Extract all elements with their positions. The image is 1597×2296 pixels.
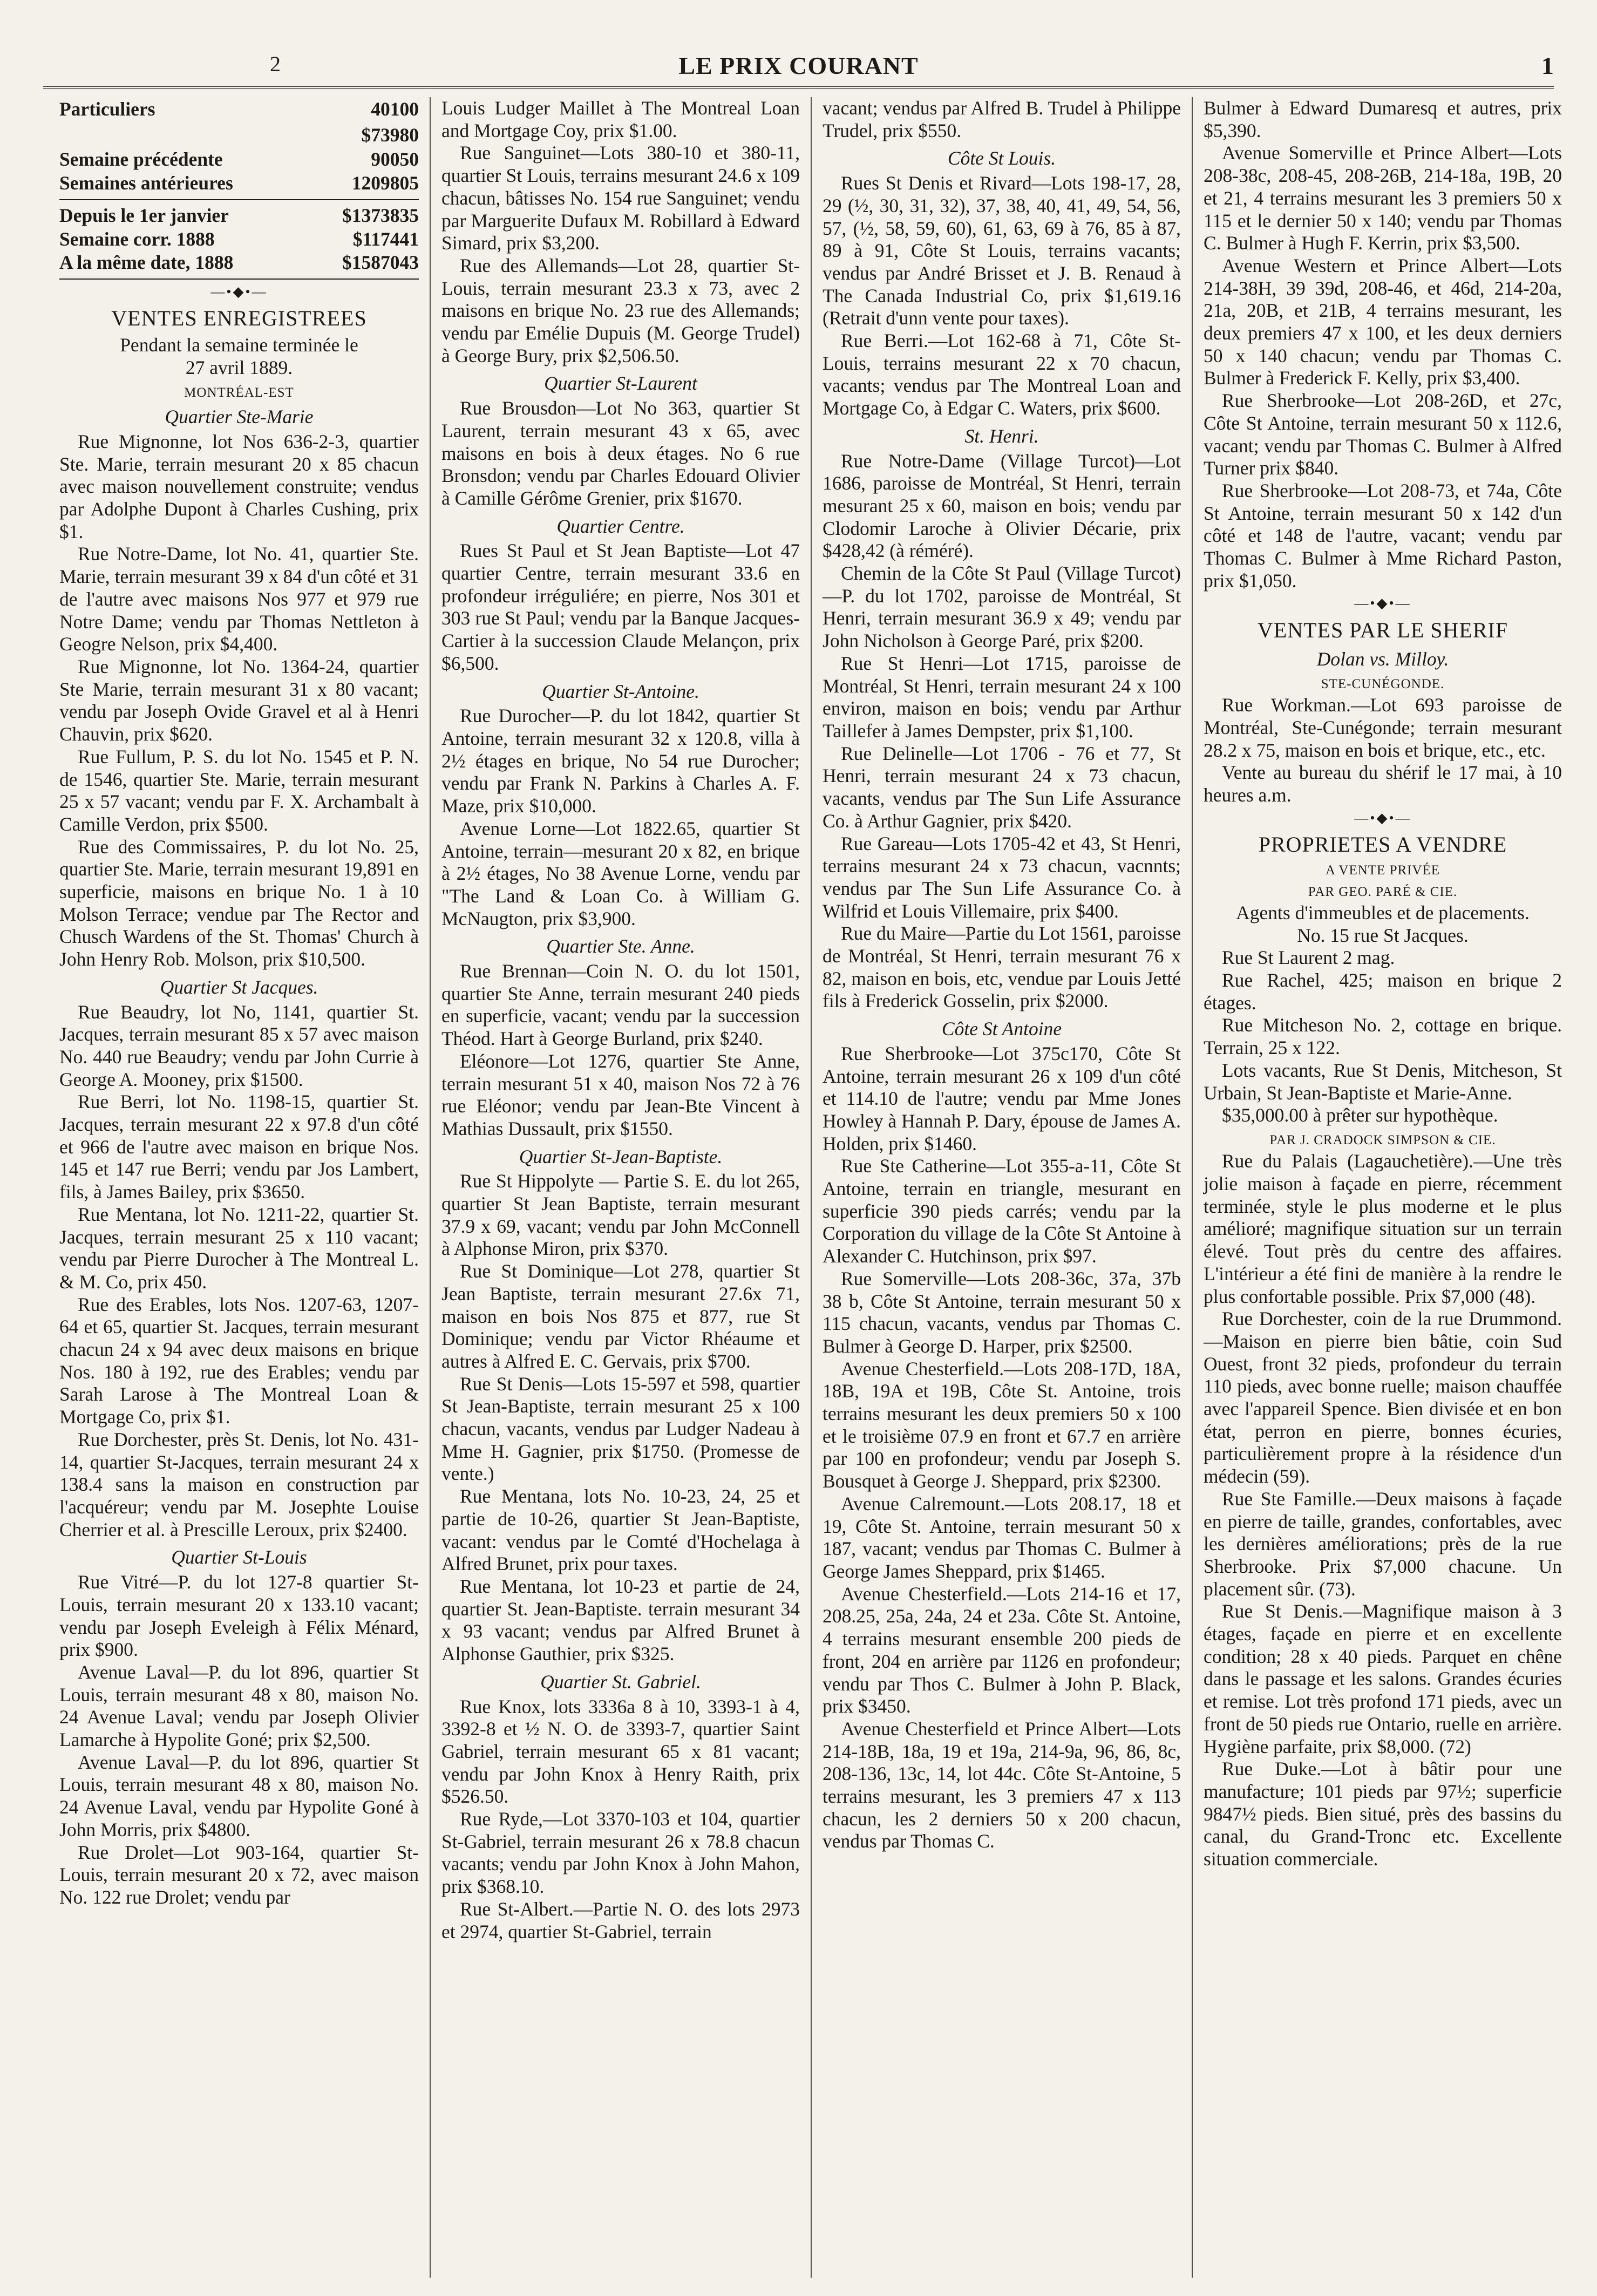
case-title: Dolan vs. Milloy. [1316,648,1449,670]
sale-entry: Avenue Somerville et Prince Albert—Lots 208-38c, 208-45, 208-26B, 214-18a, 19B, 20 et 21, 4 terrains mesurant les 3 premiers 50 x 115 et le dernier 50 x 140; vendu par Thomas C. Bulmer à Hugh F. Kerrin, prix $3,500. [1204,142,1562,254]
quarter-heading: Quartier St-Laurent [544,372,697,395]
stat-row: Semaines antérieures 1209805 [59,172,419,194]
sale-entry: Rue St-Albert.—Partie N. O. des lots 2973 et 2974, quartier St-Gabriel, terrain [441,1898,800,1942]
sale-entry: Rue Mentana, lot 10-23 et partie de 24, quartier St. Jean-Baptiste. terrain mesurant 34 x 93 vacant; vendus par Alfred Brunet à Alphonse Gauthier, prix $325. [441,1575,800,1665]
agent-name: PAR J. CRADOCK SIMPSON & CIE. [1269,1132,1496,1147]
sale-entry: Rue des Commissaires, P. du lot No. 25, quartier Ste. Marie, terrain mesurant 19,891 en superficie, maisons en brique No. 1 à 10 Molson Terrace; vendue par The Rector and Chusch Wardens of the St. Thomas' Church à John Henry Rob. Molson, prix $10,500. [59,835,419,970]
place-heading: STE-CUNÉGONDE. [1321,676,1445,691]
agent-address: No. 15 rue St Jacques. [1297,924,1469,946]
quarter-heading: Quartier Ste-Marie [165,406,314,428]
quarter-heading: St. Henri. [964,425,1039,447]
sale-entry: Eléonore—Lot 1276, quartier Ste Anne, terrain mesurant 51 x 40, maison Nos 72 à 76 rue Eléonor; vendu par Jean-Bte Vincent à Mathias Dussault, prix $1550. [441,1050,800,1139]
sale-entry: Chemin de la Côte St Paul (Village Turcot)—P. du lot 1702, paroisse de Montréal, St Henri, terrain mesurant 36.9 x 49; vendu par John Nicholson à George Paré, prix $200. [823,562,1181,652]
quarter-heading: Quartier St-Jean-Baptiste. [519,1145,723,1167]
sale-entry: Avenue Laval—P. du lot 896, quartier St Louis, terrain mesurant 48 x 80, maison No. 24 Avenue Laval; vendu par Joseph Olivier Lamarche à Hypolite Goné; prix $2,500. [59,1661,419,1751]
sale-entry: Rue Brennan—Coin N. O. du lot 1501, quartier Ste Anne, terrain mesurant 240 pieds en superficie, vacant; vendu par la succession Théod. Hart à George Burland, prix $240. [441,960,800,1050]
divider [59,199,419,200]
property-listing: $35,000.00 à prêter sur hypothèque. [1222,1104,1498,1126]
sale-notice: Vente au bureau du shérif le 17 mai, à 10 heures a.m. [1204,762,1562,806]
property-listing: Rue du Palais (Lagauchetière).—Une très jolie maison à façade en pierre, récemment terminée, style le plus moderne et le plus amélioré; magnifique situation sur un terrain élevé. Tout près du centre des affaires. L'intérieur a été fini de manière à la rendre le plus confortable possible. Prix $7,000 (48). [1204,1150,1562,1307]
quarter-heading: Quartier St-Antoine. [542,680,699,702]
sale-entry: Rue Sherbrooke—Lot 208-26D, et 27c, Côte St Antoine, terrain mesurant 50 x 112.6, vacant; vendu par Thomas C. Bulmer à Alfred Turner prix $840. [1204,390,1562,479]
sale-entry: Rue Knox, lots 3336a 8 à 10, 3393-1 à 4, 3392-8 et ½ N. O. de 3393-7, quartier Saint Gabriel, terrain mesurant 65 x 81 vacant; vendu par John Knox à Henry Raith, prix $526.50. [441,1695,800,1808]
sale-entry: Avenue Western et Prince Albert—Lots 214-38H, 39 39d, 208-46, et 46d, 214-20a, 21a, 20B, et 21B, 4 terrains mesurant, les deux premiers 47 x 100, et les deux derniers 50 x 140 chacun; vendu par Thomas C. Bulmer à Frederick F. Kelly, prix $3,400. [1204,254,1562,389]
sale-entry: Rue Brousdon—Lot No 363, quartier St Laurent, terrain mesurant 43 x 65, avec maisons en bois à deux étages. No 6 rue Bronsdon; vendu par Charles Edouard Olivier à Camille Gérôme Grenier, prix $1670. [441,397,800,509]
masthead [43,51,1554,78]
column-4 [1192,97,1573,2278]
stat-total: $73980 [361,124,419,146]
property-listing: Lots vacants, Rue St Denis, Mitcheson, St Urbain, St Jean-Baptiste et Marie-Anne. [1204,1059,1562,1104]
quarter-heading: Côte St Antoine [941,1018,1062,1040]
quarter-heading: Côte St Louis. [947,147,1056,169]
property-listing: Rue St Denis.—Magnifique maison à 3 étages, façade en pierre et en excellente condition; 28 x 40 pieds. Parquet en chêne dans le passage et les salons. Grandes écuries et remise. Lot très profond 171 pieds, avec un front de 50 pieds rue Ontario, ruelle en arrière. Hygiène parfaite, prix $8,000. (72) [1204,1600,1562,1757]
sale-entry: Rue Workman.—Lot 693 paroisse de Montréal, Ste-Cunégonde; terrain mesurant 28.2 x 75, maison en bois et brique, etc., etc. [1204,694,1562,761]
sale-entry: Rue Sanguinet—Lots 380-10 et 380-11, quartier St Louis, terrains mesurant 24.6 x 109 chacun, bâtisses No. 154 rue Sanguinet; vendu par Marguerite Dufaux M. Robillard à Edward Simard, prix $3,200. [441,142,800,254]
sale-entry: Bulmer à Edward Dumaresq et autres, prix $5,390. [1204,97,1562,141]
sale-entry: vacant; vendus par Alfred B. Trudel à Philippe Trudel, prix $550. [823,97,1181,141]
subheading: A VENTE PRIVÉE [1325,863,1440,878]
sale-entry: Avenue Calremount.—Lots 208.17, 18 et 19, Côte St. Antoine, terrain mesurant 50 x 187, vacant; vendus par Thomas C. Bulmer à George James Sheppard, prix $1465. [823,1492,1181,1582]
sale-entry: Rue Beaudry, lot No, 1141, quartier St. Jacques, terrain mesurant 85 x 57 avec maison No. 440 rue Beaudry; vendu par John Currie à George A. Mooney, prix $1500. [59,1001,419,1090]
sale-entry: Avenue Laval—P. du lot 896, quartier St Louis, terrain mesurant 48 x 80, maison No. 24 Avenue Laval, vendu par Hypolite Goné à John Morris, prix $4800. [59,1751,419,1840]
masthead-rule [43,86,1554,89]
property-listing: Rue Duke.—Lot à bâtir pour une manufacture; 101 pieds par 97½; superficie 9847½ pieds. Bien situé, près des bassins du canal, du Grand-Tronc etc. Excellente situation commerciale. [1204,1758,1562,1870]
sale-entry: Avenue Chesterfield.—Lots 214-16 et 17, 208.25, 25a, 24a, 24 et 23a. Côte St. Antoine, 4 terrains mesurant ensemble 200 pieds de front, 204 en arrière par 1126 en profondeur; vendu par Thos C. Bulmer à John P. Black, prix $3450. [823,1582,1181,1717]
sale-entry: Rue Durocher—P. du lot 1842, quartier St Antoine, terrain mesurant 32 x 120.8, villa à 2½ étages en brique, No 54 rue Durocher; vendu par Frank N. Parkins à Charles A. F. Maze, prix $10,000. [441,705,800,817]
sale-entry: Rue Ste Catherine—Lot 355-a-11, Côte St Antoine, terrain en triangle, mesurant en superficie 390 pieds carrés; vendu par la Corporation du village de la Côte St Antoine à Alexander C. Hutchinson, prix $97. [823,1155,1181,1267]
sale-entry: Rue St Denis—Lots 15-597 et 598, quartier St Jean-Baptiste, terrain mesurant 25 x 100 chacun, vacants, vendus par Ludger Nadeau à Mme H. Gagnier, prix $1750. (Promesse de vente.) [441,1373,800,1485]
sale-entry: Rue Sherbrooke—Lot 208-73, et 74a, Côte St Antoine, terrain mesurant 50 x 142 d'un côté et 148 de l'autre, vacant; vendu par Thomas C. Bulmer à Mme Richard Paston, prix $1,050. [1204,479,1562,592]
section-heading-sherif: VENTES PAR LE SHERIF [1257,618,1508,643]
column-3 [811,97,1192,2278]
sale-entry: Rue Mignonne, lot No. 1364-24, quartier Ste Marie, terrain mesurant 31 x 80 vacant; vendu par Joseph Ovide Gravel et al à Henri Chauvin, prix $620. [59,655,419,745]
quarter-heading: Quartier St. Gabriel. [540,1670,701,1693]
sale-entry: Rue St Dominique—Lot 278, quartier St Jean Baptiste, terrain mesurant 27.6x 71, maison en bois Nos 875 et 877, rue St Dominique; vendu par Victor Rhéaume et autres à Alfred E. C. Gervais, prix $700. [441,1260,800,1372]
sale-entry: Rue Fullum, P. S. du lot No. 1545 et P. N. de 1546, quartier Ste. Marie, terrain mesurant 25 x 57 vacant; vendu par F. X. Archambalt à Camille Verdon, prix $500. [59,745,419,835]
district-heading: MONTRÉAL-EST [184,385,294,400]
sale-entry: Rue St Hippolyte — Partie S. E. du lot 265, quartier St Jean Baptiste, terrain mesurant 37.9 x 69, vacant; vendu par John McConnell à Alphonse Miron, prix $370. [441,1170,800,1260]
agent-name: PAR GEO. PARÉ & CIE. [1308,884,1458,899]
subheading-date: 27 avril 1889. [185,357,293,379]
agent-description: Agents d'immeubles et de placements. [1236,901,1530,923]
property-listing: Rue St Laurent 2 mag. [1222,947,1395,969]
sale-entry: Rue Sherbrooke—Lot 375c170, Côte St Antoine, terrain mesurant 26 x 109 d'un côté et 114.10 de l'autre; vendu par Mme Jones Howley à Hannah P. Dary, épouse de James A. Holden, prix $1460. [823,1042,1181,1154]
sale-entry: Rue des Allemands—Lot 28, quartier St-Louis, terrain mesurant 23.3 x 73, avec 2 maisons en brique No. 23 rue des Allemands; vendu par Emélie Dupuis (M. George Trudel) à George Bury, prix $2,506.50. [441,254,800,366]
sale-entry: Avenue Chesterfield.—Lots 208-17D, 18A, 18B, 19A et 19B, Côte St. Antoine, trois terrains mesurant les deux premiers 50 x 100 et le troisième 07.9 en front et 67.7 en arrière par 100 en profondeur; vendu par Joseph S. Bousquet à George J. Sheppard, prix $2300. [823,1357,1181,1492]
ornament: —•◆•— [210,283,268,300]
sale-entry: Rue Mignonne, lot Nos 636-2-3, quartier Ste. Marie, terrain mesurant 20 x 85 chacun avec maison nouvellement construite; vendus par Adolphe Dupont à Charles Cushing, prix $1. [59,430,419,542]
page-number: 1 [1541,52,1554,79]
section-heading-ventes: VENTES ENREGISTREES [111,306,367,331]
masthead-title: LE PRIX COURANT [678,52,919,79]
sale-entry: Rue Ryde,—Lot 3370-103 et 104, quartier St-Gabriel, terrain mesurant 26 x 78.8 chacun vacants; vendu par John Knox à John Mahon, prix $368.10. [441,1808,800,1898]
sale-entry: Rues St Denis et Rivard—Lots 198-17, 28, 29 (½, 30, 31, 32), 37, 38, 40, 41, 49, 54, 56, 57, (½, 58, 59, 60), 61, 63, 69 à 76, 85 à 87, 89 à 91, Côte St Louis, terrains vacants; vendus par André Brisset et J. B. Renaud à The Canada Industrial Co, prix $1,619.16 (Retrait d'unn vente pour taxes). [823,172,1181,329]
sale-entry: Rue Somerville—Lots 208-36c, 37a, 37b 38 b, Côte St Antoine, terrain mesurant 50 x 115 chacun, vacants, vendus par Thomas C. Bulmer à George D. Harper, prix $2500. [823,1267,1181,1357]
property-listing: Rue Rachel, 425; maison en brique 2 étages. [1204,969,1562,1014]
stat-row: Semaine corr. 1888 $117441 [59,228,419,250]
column-2 [430,97,811,2278]
sale-entry: Rue des Erables, lots Nos. 1207-63, 1207-64 et 65, quartier St. Jacques, terrain mesurant chacun 24 x 94 avec deux maisons en brique Nos. 180 à 192, rue des Erables; vendu par Sarah Larose à The Montreal Loan & Mortgage Co, prix $1. [59,1293,419,1428]
property-listing: Rue Mitcheson No. 2, cottage en brique. Terrain, 25 x 122. [1204,1014,1562,1059]
column-1 [49,97,430,2278]
sale-entry: Rue St Henri—Lot 1715, paroisse de Montréal, St Henri, terrain mesurant 24 x 100 environ, maison en bois; vendu par Arthur Taillefer à James Dempster, prix $1,100. [823,652,1181,742]
sale-entry: Rue Berri, lot No. 1198-15, quartier St. Jacques, terrain mesurant 22 x 97.8 d'un côté et 966 de l'autre avec maison en brique Nos. 145 et 147 rue Berri; vendu par Jos Lambert, fils, à James Bailey, prix $3650. [59,1091,419,1203]
stat-row: Particuliers 40100 [59,98,419,120]
sale-entry: Avenue Chesterfield et Prince Albert—Lots 214-18B, 18a, 19 et 19a, 214-9a, 96, 86, 8c, 208-136, 13c, 14, lot 44c. Côte St-Antoine, 5 terrains mesurant, les 3 premiers 47 x 113 chacun, les 2 derniers 50 x 200 chacun, vendus par Thomas C. [823,1717,1181,1852]
subheading: Pendant la semaine terminée le [120,334,358,356]
property-listing: Rue Dorchester, coin de la rue Drummond.—Maison en pierre bien bâtie, coin Sud Ouest, front 32 pieds, profondeur du terrain 110 pieds, avec bonne ruelle; maison chauffée avec l'appareil Spence. Bien divisée et en bon état, perron en pierre, bonnes écuries, particulièrement propre à la résidence d'un médecin (59). [1204,1308,1562,1487]
stat-row: A la même date, 1888 $1587043 [59,252,419,274]
quarter-heading: Quartier Ste. Anne. [546,935,695,957]
sale-entry: Rue Notre-Dame (Village Turcot)—Lot 1686, paroisse de Montréal, St Henri, terrain mesurant 25 x 60, maison en bois; vendu par Clodomir Laroche à Olivier Décarie, prix $428,42 (à réméré). [823,450,1181,562]
sale-entry: Rue Mentana, lot No. 1211-22, quartier St. Jacques, terrain mesurant 25 x 110 vacant; vendu par Pierre Durocher à The Montreal L. & M. Co, prix 450. [59,1203,419,1293]
sale-entry: Louis Ludger Maillet à The Montreal Loan and Mortgage Coy, prix $1.00. [441,97,800,141]
sale-entry: Avenue Lorne—Lot 1822.65, quartier St Antoine, terrain—mesurant 20 x 82, en brique à 2½ étages, No 38 Avenue Lorne, vendu par "The Land & Loan Co. à William G. McNaugton, prix $3,900. [441,817,800,929]
ornament: —•◆•— [1354,595,1411,612]
sale-entry: Rue Drolet—Lot 903-164, quartier St-Louis, terrain mesurant 20 x 72, avec maison No. 122 rue Drolet; vendu par [59,1841,419,1908]
ornament: —•◆•— [1354,810,1411,826]
property-listing: Rue Ste Famille.—Deux maisons à façade en pierre de taille, grandes, confortables, avec les dernières améliorations; près de la rue Sherbrooke. Prix $7,000 chacune. Un placement sûr. (73). [1204,1487,1562,1600]
quarter-heading: Quartier St Jacques. [160,976,318,998]
sale-entry: Rue du Maire—Partie du Lot 1561, paroisse de Montréal, St Henri, terrain mesurant 76 x 82, maison en bois, etc, vendue par Louis Jetté fils à Frederick Gosselin, prix $2000. [823,922,1181,1012]
quarter-heading: Quartier Centre. [556,515,685,537]
sale-entry: Rues St Paul et St Jean Baptiste—Lot 47 quartier Centre, terrain mesurant 33.6 en profondeur irréguliére; en pierre, Nos 301 et 303 rue St Paul; vendu par la Banque Jacques-Cartier à la succession Claude Melançon, prix $6,500. [441,540,800,674]
stat-row: Semaine précédente 90050 [59,148,419,171]
sale-entry: Rue Mentana, lots No. 10-23, 24, 25 et partie de 10-26, quartier St Jean-Baptiste, vacant: vendus par le Comté d'Hochelaga à Alfred Brunet, prix pour taxes. [441,1485,800,1575]
masthead-left-mark: 2 [270,52,281,76]
sale-entry: Rue Delinelle—Lot 1706 - 76 et 77, St Henri, terrain mesurant 24 x 73 chacun, vacants, vendus par The Sun Life Assurance Co. à Arthur Gagnier, prix $420. [823,742,1181,832]
sale-entry: Rue Notre-Dame, lot No. 41, quartier Ste. Marie, terrain mesurant 39 x 84 d'un côté et 31 de l'autre avec maisons Nos 977 et 979 rue Notre Dame; vendu par Thomas Nettleton à Geogre Nelson, prix $4,400. [59,543,419,655]
columns [49,97,1589,2278]
sale-entry: Rue Dorchester, près St. Denis, lot No. 431-14, quartier St-Jacques, terrain mesurant 24 x 138.4 sans la maison en construction par l'acquéreur; vendu par M. Josephte Louise Cherrier et al. à Prescille Leroux, prix $2400. [59,1428,419,1540]
stat-row: Depuis le 1er janvier $1373835 [59,204,419,226]
sale-entry: Rue Vitré—P. du lot 127-8 quartier St-Louis, terrain mesurant 20 x 133.10 vacant; vendu par Joseph Eveleigh à Félix Ménard, prix $900. [59,1571,419,1661]
sale-entry: Rue Berri.—Lot 162-68 à 71, Côte St-Louis, terrains mesurant 22 x 70 chacun, vacants; vendus par The Montreal Loan and Mortgage Co, à Edgar C. Waters, prix $600. [823,330,1181,419]
quarter-heading: Quartier St-Louis [171,1546,307,1568]
section-heading-proprietes: PROPRIETES A VENDRE [1258,832,1507,857]
divider [59,278,419,280]
sale-entry: Rue Gareau—Lots 1705-42 et 43, St Henri, terrains mesurant 24 x 73 chacun, vacnnts; vendus par The Sun Life Assurance Co. à Wilfrid et Louis Villemaire, prix $400. [823,832,1181,922]
